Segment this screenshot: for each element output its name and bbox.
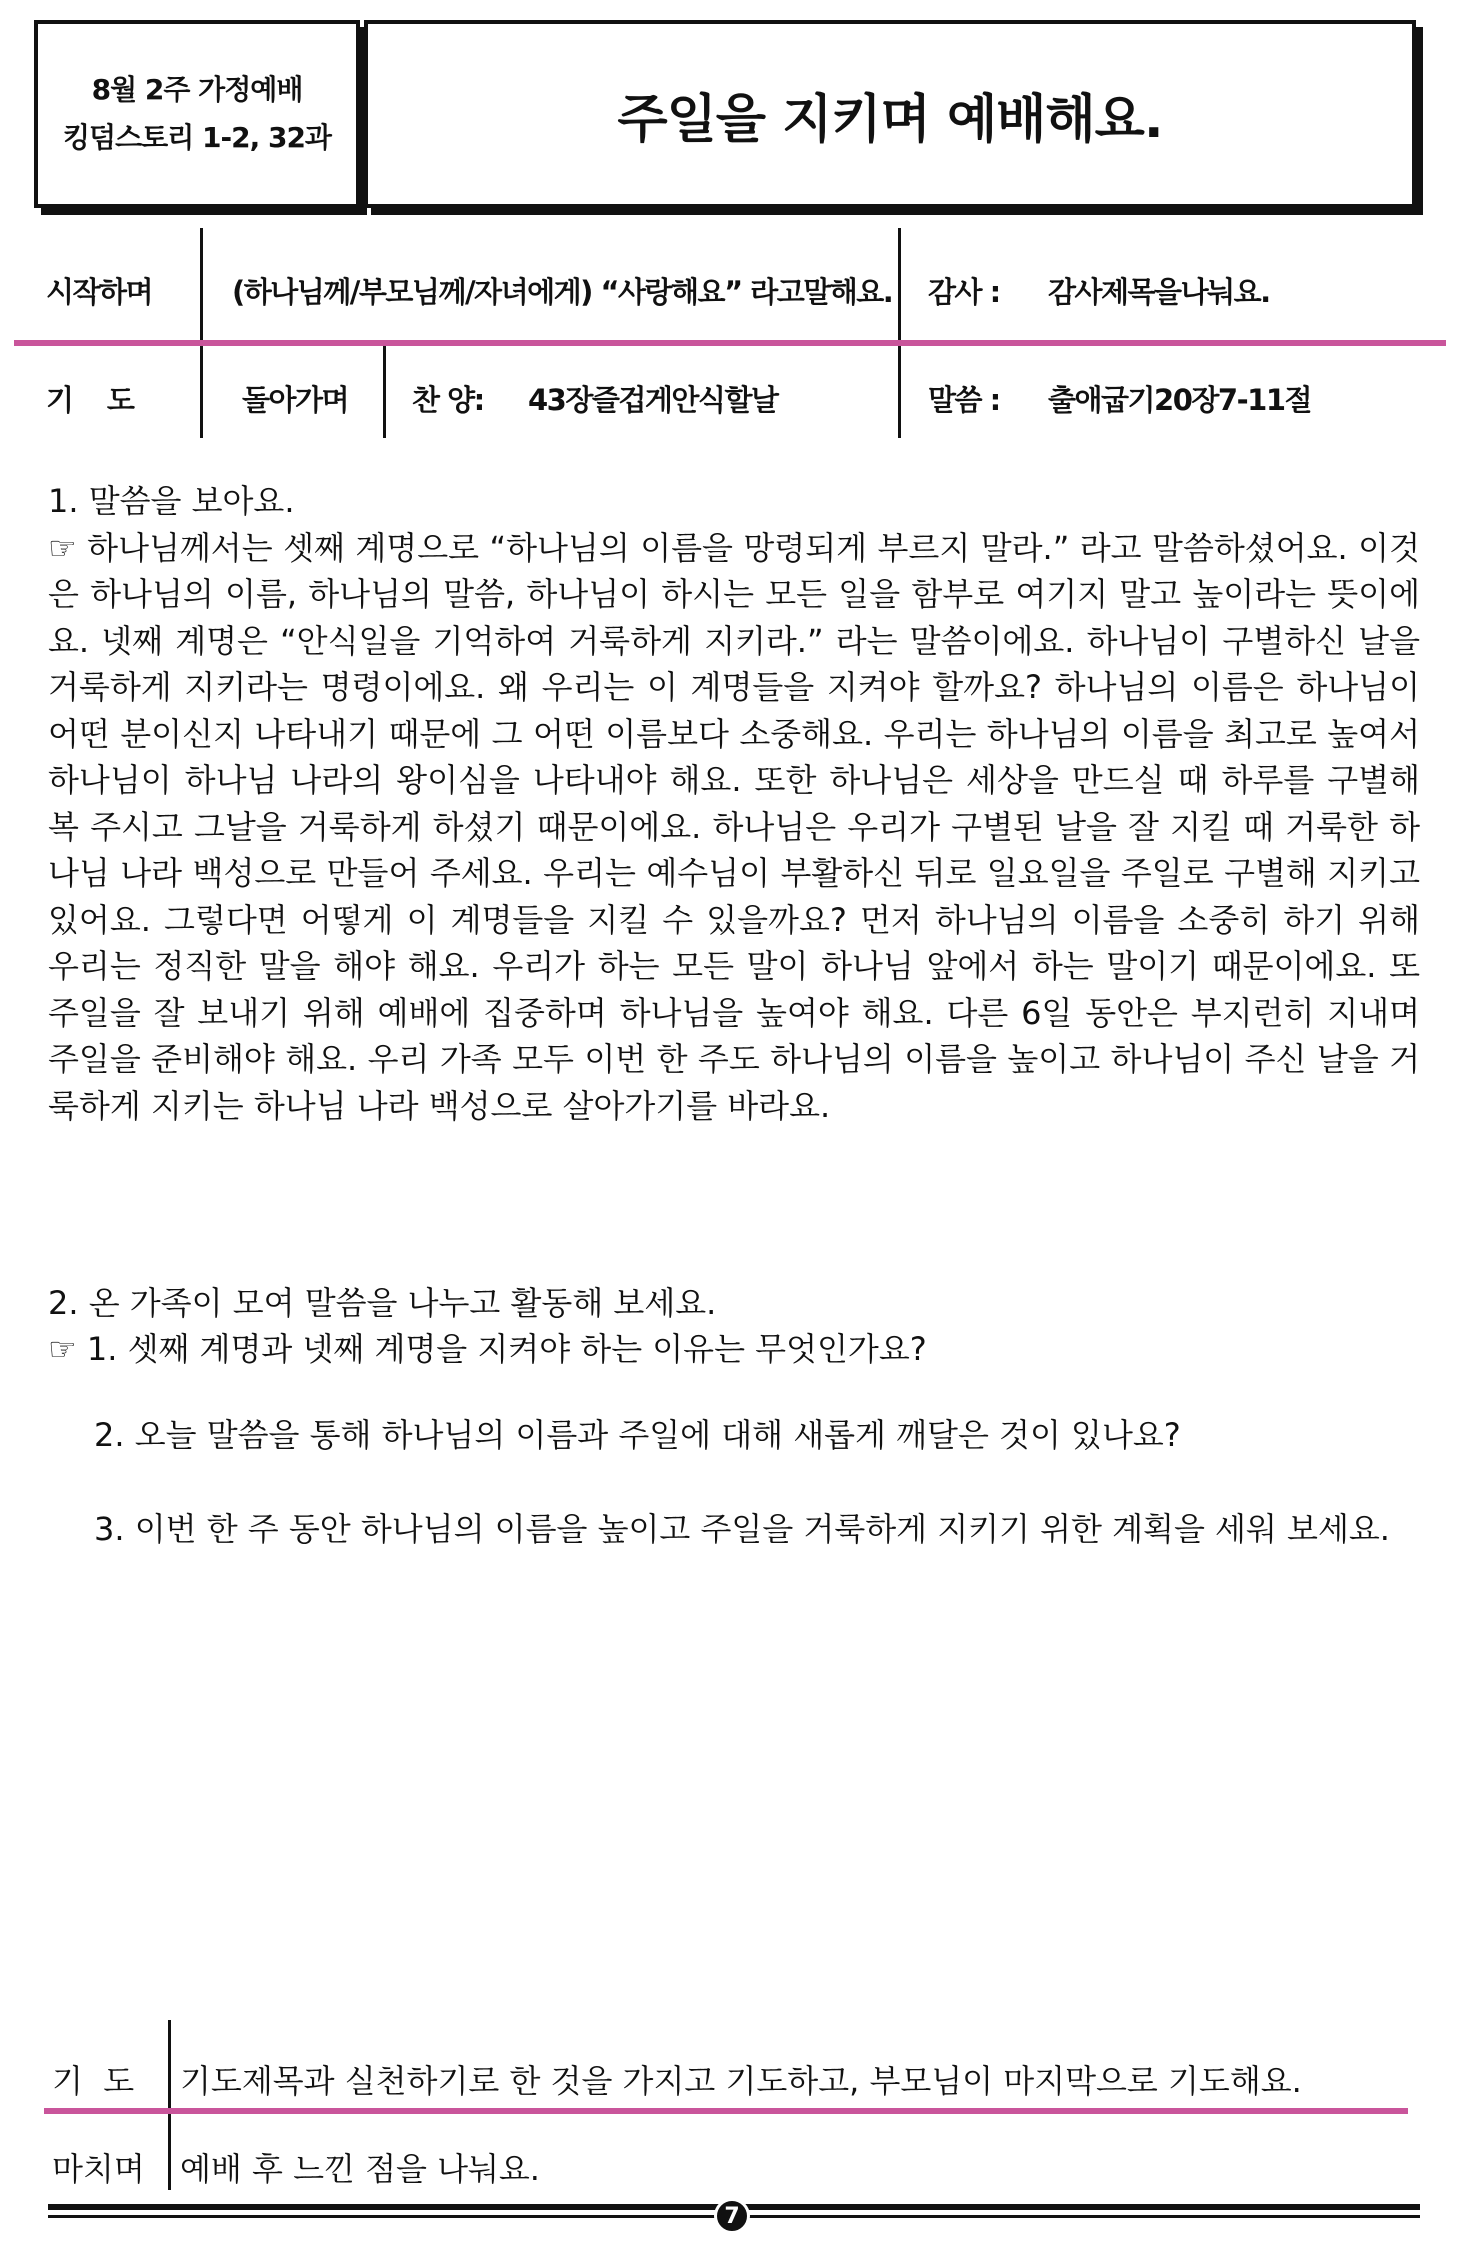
section-1-body: ☞ 하나님께서는 셋째 계명으로 “하나님의 이름을 망령되게 부르지 말라.” 라고 말씀하셨어요. 이것은 하나님의 이름, 하나님의 말씀, 하나님이 하시는 모든 일을 함부로 여기지 말고 높이라는 뜻이에요. 넷째 계명은 “안식일을 기억하여 거룩하게 지키라.” 라는 말씀이에요. 하나님이 구별하신 날을 거룩하게 지키라는 명령이에요. 왜 우리는 이 계명들을 지켜야 할까요? 하나님의 이름은 하나님이 어떤 분이신지 나타내기 때문에 그 어떤 이름보다 소중해요. 우리는 하나님의 이름을 최고로 높여서 하나님이 하나님 나라의 왕이심을 나타내야 해요. 또한 하나님은 세상을 만드실 때 하루를 구별해 복 주시고 그날을 거룩하게 하셨기 때문이에요. 하나님은 우리가 구별된 날을 잘 지킬 때 거룩한 하나님 나라 백성으로 만들어 주세요. 우리는 예수님이 부활하신 뒤로 일요일을 주일로 구별해 지키고 있어요. 그렇다면 어떻게 이 계명들을 지킬 수 있을까요? 먼저 하나님의 이름을 소중히 하기 위해 우리는 정직한 말을 해야 해요. 우리가 하는 모든 말이 하나님 앞에서 하는 말이기 때문이에요. 또 주일을 잘 보내기 위해 예배에 집중하며 하나님을 높여야 해요. 다른 6일 동안은 부지런히 지내며 주일을 준비해야 해요. 우리 가족 모두 이번 한 주도 하나님의 이름을 높이고 하나님이 주신 날을 거룩하게 지키는 하나님 나라 백성으로 살아가기를 바라요.	[48, 528, 1420, 1125]
table-divider	[168, 2020, 171, 2108]
header-info-box	[34, 20, 360, 208]
closing-prayer-label: 기 도	[52, 2062, 135, 2100]
closing-content: 예배 후 느낀 점을 나눠요.	[180, 2150, 540, 2188]
question-3: 3. 이번 한 주 동안 하나님의 이름을 높이고 주일을 거룩하게 지키기 위한 계획을 세워 보세요.	[94, 1510, 1390, 1548]
header-title-box	[364, 20, 1416, 208]
row-label-start: 시작하며	[46, 275, 153, 309]
word-label: 말씀 :	[928, 383, 1000, 417]
section-1	[48, 478, 1420, 1129]
table-separator	[44, 2108, 1408, 2114]
table-divider	[898, 346, 901, 438]
start-content: (하나님께/부모님께/자녀에게) “사랑해요” 라고말해요.	[232, 275, 893, 309]
table-separator	[14, 340, 1446, 346]
hymn-label: 찬 양:	[412, 383, 484, 417]
question-1: ☞ 1. 셋째 계명과 넷째 계명을 지켜야 하는 이유는 무엇인가요?	[48, 1330, 927, 1368]
table-divider	[383, 346, 386, 438]
section-2-title: 2. 온 가족이 모여 말씀을 나누고 활동해 보세요.	[48, 1284, 717, 1322]
table-divider	[200, 228, 203, 340]
header-lesson: 킹덤스토리 1-2, 32과	[63, 121, 331, 154]
table-divider	[898, 228, 901, 340]
hymn-content: 43장즐겁게안식할날	[528, 383, 778, 417]
header-week: 8월 2주 가정예배	[91, 73, 303, 106]
thanks-content: 감사제목을나눠요.	[1048, 275, 1270, 309]
question-2: 2. 오늘 말씀을 통해 하나님의 이름과 주일에 대해 새롭게 깨달은 것이 있나요?	[94, 1416, 1181, 1454]
closing-prayer-content: 기도제목과 실천하기로 한 것을 가지고 기도하고, 부모님이 마지막으로 기도해요.	[180, 2062, 1302, 2100]
closing-label: 마치며	[52, 2150, 145, 2188]
page-title: 주일을 지키며 예배해요.	[617, 89, 1163, 150]
table-divider	[200, 346, 203, 438]
section-1-title: 1. 말씀을 보아요.	[48, 482, 295, 520]
thanks-label: 감사 :	[928, 275, 1000, 309]
page-number: 7	[714, 2198, 750, 2234]
prayer-content: 돌아가며	[242, 383, 349, 417]
row-label-prayer: 기 도	[46, 383, 134, 417]
table-divider	[168, 2114, 171, 2190]
word-content: 출애굽기20장7-11절	[1048, 383, 1312, 417]
